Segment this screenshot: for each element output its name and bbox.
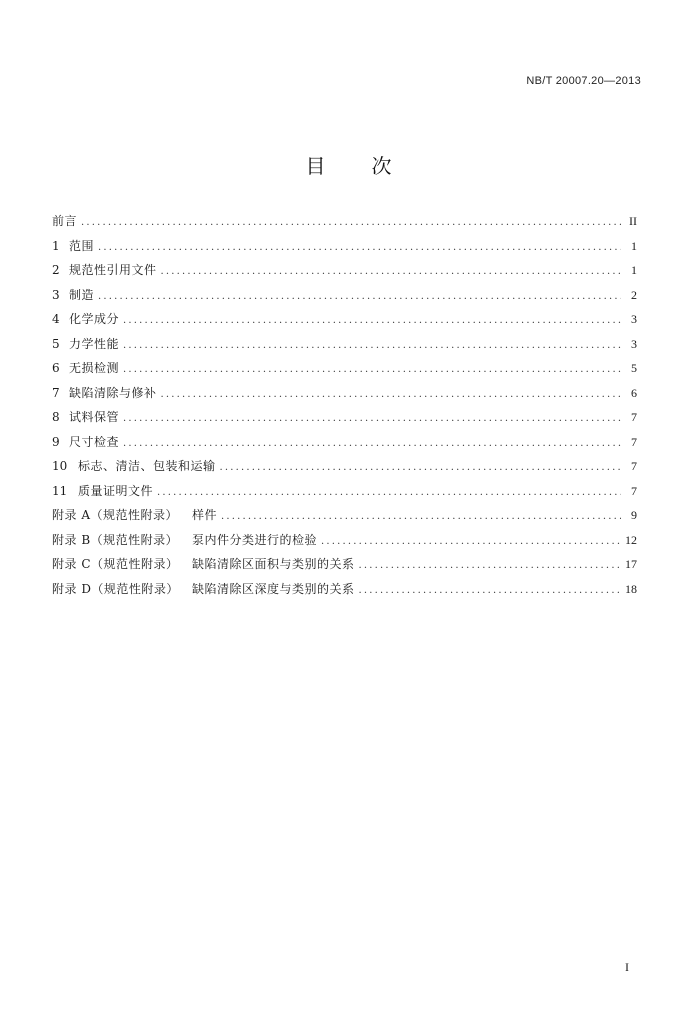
toc-row-6[interactable]: [52, 356, 637, 381]
toc-appendix-title: 缺陷清除区深度与类别的关系: [192, 581, 355, 596]
toc-row-appendix-b[interactable]: [52, 528, 637, 553]
toc-leader-dots: [123, 432, 621, 457]
toc-label: 规范性引用文件: [69, 263, 157, 277]
toc-row-2[interactable]: [52, 258, 637, 283]
toc-leader-dots: [220, 456, 621, 481]
toc-row-9[interactable]: [52, 430, 637, 455]
toc-section-number: 11: [52, 483, 68, 498]
toc-section-number: 4: [52, 312, 60, 326]
toc-row-4[interactable]: [52, 307, 637, 332]
toc-page-number: 7: [631, 410, 637, 424]
toc-page-number: 7: [631, 483, 637, 498]
toc-page-number: 17: [625, 557, 637, 571]
toc-row-8[interactable]: [52, 405, 637, 430]
toc-appendix-title: 缺陷清除区面积与类别的关系: [192, 557, 355, 571]
toc-label: 前言: [52, 214, 78, 228]
toc-page-number: 7: [631, 459, 637, 473]
toc-leader-dots: [123, 358, 621, 383]
toc-leader-dots: [98, 285, 621, 310]
toc-row-11[interactable]: [52, 479, 637, 504]
toc-label: 力学性能: [69, 336, 120, 351]
toc-leader-dots: [81, 211, 621, 236]
toc-appendix-label: 附录 C（规范性附录）: [52, 557, 179, 571]
toc-appendix-title: 样件: [192, 508, 218, 522]
toc-label: 标志、清洁、包装和运输: [78, 459, 216, 473]
toc-page-number: 9: [631, 508, 637, 522]
toc-row-7[interactable]: [52, 381, 637, 406]
toc-page-number: 5: [631, 361, 637, 375]
toc-leader-dots: [221, 505, 621, 530]
page-title: 目次: [305, 154, 438, 178]
toc-page-number: 6: [631, 385, 637, 400]
toc-leader-dots: [161, 260, 621, 285]
toc-appendix-label: 附录 A（规范性附录）: [52, 508, 178, 522]
table-of-contents: [52, 209, 637, 601]
toc-leader-dots: [321, 530, 621, 555]
toc-appendix-title: 泵内件分类进行的检验: [192, 532, 318, 547]
toc-label: 质量证明文件: [78, 483, 154, 498]
page-number: I: [625, 960, 629, 974]
toc-row-3[interactable]: [52, 283, 637, 308]
toc-page-number: II: [629, 214, 637, 228]
toc-section-number: 7: [52, 385, 60, 400]
toc-label: 试料保管: [69, 410, 120, 424]
toc-page-number: 7: [631, 434, 637, 449]
toc-label: 制造: [69, 287, 95, 302]
toc-section-number: 1: [52, 238, 60, 253]
toc-row-preface[interactable]: [52, 209, 637, 234]
toc-row-appendix-d[interactable]: [52, 577, 637, 602]
toc-page-number: 2: [631, 287, 637, 302]
toc-label: 尺寸检查: [69, 434, 120, 449]
toc-page-number: 3: [631, 312, 637, 326]
toc-leader-dots: [98, 236, 621, 261]
toc-appendix-label: 附录 B（规范性附录）: [52, 532, 179, 547]
toc-row-5[interactable]: [52, 332, 637, 357]
toc-label: 缺陷清除与修补: [69, 385, 157, 400]
toc-label: 范围: [69, 238, 95, 253]
toc-leader-dots: [123, 334, 621, 359]
toc-leader-dots: [161, 383, 621, 408]
toc-section-number: 9: [52, 434, 60, 449]
toc-leader-dots: [123, 309, 621, 334]
toc-leader-dots: [359, 579, 621, 604]
toc-label: 化学成分: [69, 312, 120, 326]
toc-leader-dots: [359, 554, 621, 579]
toc-section-number: 2: [52, 263, 60, 277]
standard-code: NB/T 20007.20—2013: [526, 75, 641, 87]
toc-section-number: 8: [52, 410, 60, 424]
toc-section-number: 6: [52, 361, 60, 375]
toc-leader-dots: [157, 481, 621, 506]
toc-row-10[interactable]: [52, 454, 637, 479]
toc-leader-dots: [123, 407, 621, 432]
toc-section-number: 3: [52, 287, 60, 302]
toc-section-number: 10: [52, 459, 68, 473]
toc-appendix-label: 附录 D（规范性附录）: [52, 581, 179, 596]
toc-row-appendix-c[interactable]: [52, 552, 637, 577]
toc-page-number: 3: [631, 336, 637, 351]
toc-page-number: 18: [625, 581, 637, 596]
toc-label: 无损检测: [69, 361, 120, 375]
toc-page-number: 12: [625, 532, 637, 547]
toc-page-number: 1: [631, 263, 637, 277]
toc-page-number: 1: [631, 238, 637, 253]
toc-row-1[interactable]: [52, 234, 637, 259]
toc-section-number: 5: [52, 336, 60, 351]
toc-row-appendix-a[interactable]: [52, 503, 637, 528]
